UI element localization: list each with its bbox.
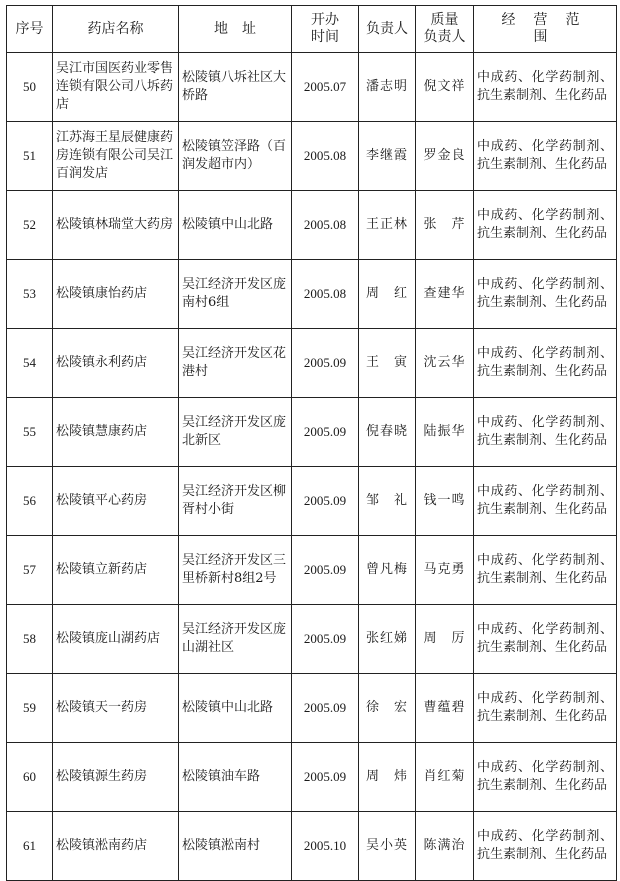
cell-address: 吴江经济开发区三里桥新村8组2号: [179, 536, 292, 605]
table-row: [7, 605, 617, 674]
cell-open-time: 2005.09: [292, 398, 359, 467]
table-row: [7, 536, 617, 605]
cell-pharmacy-name: 松陵镇源生药房: [53, 743, 179, 812]
table-row: [7, 812, 617, 881]
table-row: [7, 674, 617, 743]
cell-pharmacy-name: 松陵镇立新药店: [53, 536, 179, 605]
cell-open-time: 2005.09: [292, 467, 359, 536]
cell-open-time: 2005.07: [292, 53, 359, 122]
table-row: [7, 53, 617, 122]
cell-quality-manager: 马克勇: [416, 536, 474, 605]
cell-manager: 张红娣: [359, 605, 416, 674]
cell-manager: 李继霞: [359, 122, 416, 191]
table-body: [7, 53, 617, 881]
cell-index: 56: [7, 467, 53, 536]
cell-address: 松陵镇中山北路: [179, 191, 292, 260]
cell-quality-manager: 周 厉: [416, 605, 474, 674]
table-row: [7, 260, 617, 329]
cell-pharmacy-name: 松陵镇平心药房: [53, 467, 179, 536]
header-address: 地 址: [179, 6, 292, 53]
cell-manager: 曾凡梅: [359, 536, 416, 605]
cell-scope: 中成药、化学药制剂、抗生素制剂、生化药品: [474, 536, 617, 605]
cell-quality-manager: 张 芹: [416, 191, 474, 260]
cell-quality-manager: 查建华: [416, 260, 474, 329]
cell-pharmacy-name: 松陵镇淞南药店: [53, 812, 179, 881]
table-row: [7, 467, 617, 536]
cell-manager: 周 炜: [359, 743, 416, 812]
cell-address: 松陵镇笠泽路（百润发超市内）: [179, 122, 292, 191]
header-scope: 经营范围: [474, 6, 617, 53]
header-quality-line2: 负责人: [423, 29, 466, 45]
cell-pharmacy-name: 松陵镇慧康药店: [53, 398, 179, 467]
cell-scope: 中成药、化学药制剂、抗生素制剂、生化药品: [474, 260, 617, 329]
header-quality-line1: 质量: [430, 12, 459, 28]
cell-quality-manager: 钱一鸣: [416, 467, 474, 536]
table-row: [7, 743, 617, 812]
header-quality-manager: [416, 6, 474, 53]
header-index: 序号: [7, 6, 53, 53]
cell-scope: 中成药、化学药制剂、抗生素制剂、生化药品: [474, 53, 617, 122]
cell-index: 50: [7, 53, 53, 122]
cell-open-time: 2005.09: [292, 674, 359, 743]
table-header-row: [7, 6, 617, 53]
cell-scope: 中成药、化学药制剂、抗生素制剂、生化药品: [474, 122, 617, 191]
cell-pharmacy-name: 松陵镇康怡药店: [53, 260, 179, 329]
cell-quality-manager: 罗金良: [416, 122, 474, 191]
cell-pharmacy-name: 江苏海王星辰健康药房连锁有限公司吴江百润发店: [53, 122, 179, 191]
cell-manager: 邹 礼: [359, 467, 416, 536]
cell-open-time: 2005.09: [292, 743, 359, 812]
cell-open-time: 2005.08: [292, 191, 359, 260]
cell-open-time: 2005.08: [292, 122, 359, 191]
cell-scope: 中成药、化学药制剂、抗生素制剂、生化药品: [474, 812, 617, 881]
table-row: [7, 329, 617, 398]
cell-index: 59: [7, 674, 53, 743]
cell-pharmacy-name: 吴江市国医药业零售连锁有限公司八坼药店: [53, 53, 179, 122]
cell-address: 松陵镇油车路: [179, 743, 292, 812]
cell-index: 51: [7, 122, 53, 191]
cell-quality-manager: 肖红菊: [416, 743, 474, 812]
cell-index: 52: [7, 191, 53, 260]
cell-index: 60: [7, 743, 53, 812]
cell-address: 松陵镇中山北路: [179, 674, 292, 743]
cell-manager: 倪春晓: [359, 398, 416, 467]
cell-manager: 周 红: [359, 260, 416, 329]
cell-index: 57: [7, 536, 53, 605]
cell-scope: 中成药、化学药制剂、抗生素制剂、生化药品: [474, 605, 617, 674]
cell-scope: 中成药、化学药制剂、抗生素制剂、生化药品: [474, 329, 617, 398]
header-name: 药店名称: [53, 6, 179, 53]
cell-manager: 吴小英: [359, 812, 416, 881]
cell-address: 吴江经济开发区庞南村6组: [179, 260, 292, 329]
cell-pharmacy-name: 松陵镇天一药房: [53, 674, 179, 743]
cell-scope: 中成药、化学药制剂、抗生素制剂、生化药品: [474, 674, 617, 743]
cell-manager: 王正林: [359, 191, 416, 260]
cell-pharmacy-name: 松陵镇永利药店: [53, 329, 179, 398]
pharmacy-table: [6, 5, 617, 881]
cell-manager: 王 寅: [359, 329, 416, 398]
cell-address: 松陵镇淞南村: [179, 812, 292, 881]
cell-index: 53: [7, 260, 53, 329]
cell-index: 61: [7, 812, 53, 881]
cell-quality-manager: 沈云华: [416, 329, 474, 398]
table-row: [7, 191, 617, 260]
cell-index: 55: [7, 398, 53, 467]
cell-manager: 潘志明: [359, 53, 416, 122]
cell-open-time: 2005.09: [292, 605, 359, 674]
cell-open-time: 2005.09: [292, 536, 359, 605]
cell-manager: 徐 宏: [359, 674, 416, 743]
header-manager: 负责人: [359, 6, 416, 53]
cell-open-time: 2005.10: [292, 812, 359, 881]
cell-scope: 中成药、化学药制剂、抗生素制剂、生化药品: [474, 743, 617, 812]
header-open-time-line2: 时间: [311, 29, 339, 45]
table-row: [7, 398, 617, 467]
cell-quality-manager: 倪文祥: [416, 53, 474, 122]
cell-quality-manager: 陆振华: [416, 398, 474, 467]
cell-quality-manager: 陈满治: [416, 812, 474, 881]
cell-scope: 中成药、化学药制剂、抗生素制剂、生化药品: [474, 191, 617, 260]
cell-address: 吴江经济开发区庞山湖社区: [179, 605, 292, 674]
cell-address: 吴江经济开发区柳胥村小街: [179, 467, 292, 536]
cell-open-time: 2005.08: [292, 260, 359, 329]
cell-scope: 中成药、化学药制剂、抗生素制剂、生化药品: [474, 467, 617, 536]
table-row: [7, 122, 617, 191]
cell-pharmacy-name: 松陵镇庞山湖药店: [53, 605, 179, 674]
header-open-time-line1: 开办: [311, 12, 339, 28]
cell-index: 54: [7, 329, 53, 398]
cell-pharmacy-name: 松陵镇林瑞堂大药房: [53, 191, 179, 260]
cell-address: 松陵镇八坼社区大桥路: [179, 53, 292, 122]
header-open-time: [292, 6, 359, 53]
cell-address: 吴江经济开发区庞北新区: [179, 398, 292, 467]
cell-index: 58: [7, 605, 53, 674]
cell-scope: 中成药、化学药制剂、抗生素制剂、生化药品: [474, 398, 617, 467]
cell-quality-manager: 曹蕴碧: [416, 674, 474, 743]
cell-open-time: 2005.09: [292, 329, 359, 398]
cell-address: 吴江经济开发区花港村: [179, 329, 292, 398]
